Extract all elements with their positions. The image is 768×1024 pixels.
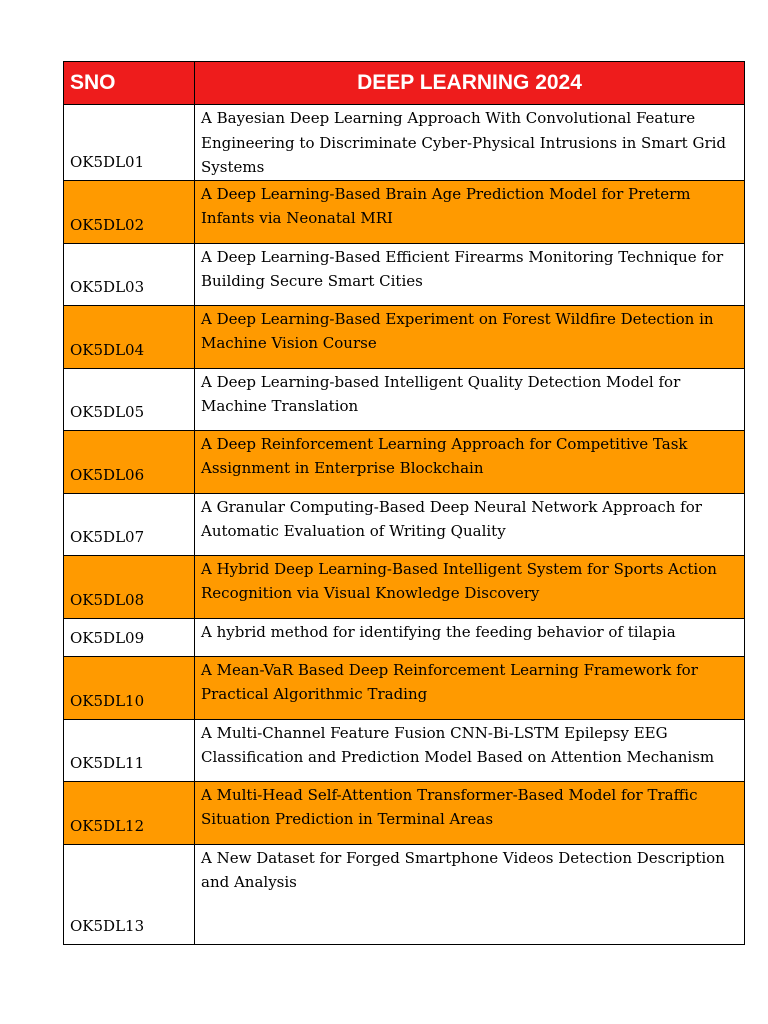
table-row [64, 844, 745, 944]
table-row [64, 719, 745, 781]
serial-number: OK5DL07 [64, 493, 195, 555]
serial-number: OK5DL13 [64, 844, 195, 944]
table-row [64, 180, 745, 243]
project-title: A hybrid method for identifying the feeding behavior of tilapia [195, 618, 745, 656]
serial-number: OK5DL01 [64, 105, 195, 181]
project-title: A Deep Learning-Based Efficient Firearms Monitoring Technique for Building Secure Smart Cities [195, 243, 745, 305]
table-row [64, 781, 745, 844]
table-row [64, 243, 745, 305]
project-title: A Deep Reinforcement Learning Approach for Competitive Task Assignment in Enterprise Blockchain [195, 430, 745, 493]
serial-number: OK5DL05 [64, 368, 195, 430]
project-title: A Granular Computing-Based Deep Neural Network Approach for Automatic Evaluation of Writing Quality [195, 493, 745, 555]
serial-number: OK5DL03 [64, 243, 195, 305]
project-title: A Deep Learning-based Intelligent Quality Detection Model for Machine Translation [195, 368, 745, 430]
serial-number: OK5DL02 [64, 180, 195, 243]
serial-number: OK5DL08 [64, 555, 195, 618]
serial-number: OK5DL10 [64, 656, 195, 719]
table-row [64, 305, 745, 368]
serial-number: OK5DL11 [64, 719, 195, 781]
sno-column-header: SNO [64, 62, 195, 105]
project-title: A Multi-Head Self-Attention Transformer-Based Model for Traffic Situation Prediction in Terminal Areas [195, 781, 745, 844]
table-row [64, 430, 745, 493]
project-title: A Hybrid Deep Learning-Based Intelligent System for Sports Action Recognition via Visual Knowledge Discovery [195, 555, 745, 618]
project-title: A Multi-Channel Feature Fusion CNN-Bi-LSTM Epilepsy EEG Classification and Prediction Model Based on Attention Mechanism [195, 719, 745, 781]
title-column-header: DEEP LEARNING 2024 [195, 62, 745, 105]
serial-number: OK5DL09 [64, 618, 195, 656]
table-row [64, 105, 745, 181]
project-title: A New Dataset for Forged Smartphone Videos Detection Description and Analysis [195, 844, 745, 944]
table-row [64, 618, 745, 656]
table-row [64, 493, 745, 555]
table-row [64, 368, 745, 430]
project-title: A Deep Learning-Based Brain Age Prediction Model for Preterm Infants via Neonatal MRI [195, 180, 745, 243]
serial-number: OK5DL12 [64, 781, 195, 844]
project-title: A Deep Learning-Based Experiment on Forest Wildfire Detection in Machine Vision Course [195, 305, 745, 368]
project-list-table [63, 61, 745, 945]
project-title: A Bayesian Deep Learning Approach With Convolutional Feature Engineering to Discriminate Cyber-Physical Intrusions in Smart Grid Systems [195, 105, 745, 181]
table-header-row [64, 62, 745, 105]
table-row [64, 555, 745, 618]
project-title: A Mean-VaR Based Deep Reinforcement Learning Framework for Practical Algorithmic Trading [195, 656, 745, 719]
serial-number: OK5DL06 [64, 430, 195, 493]
table-row [64, 656, 745, 719]
serial-number: OK5DL04 [64, 305, 195, 368]
